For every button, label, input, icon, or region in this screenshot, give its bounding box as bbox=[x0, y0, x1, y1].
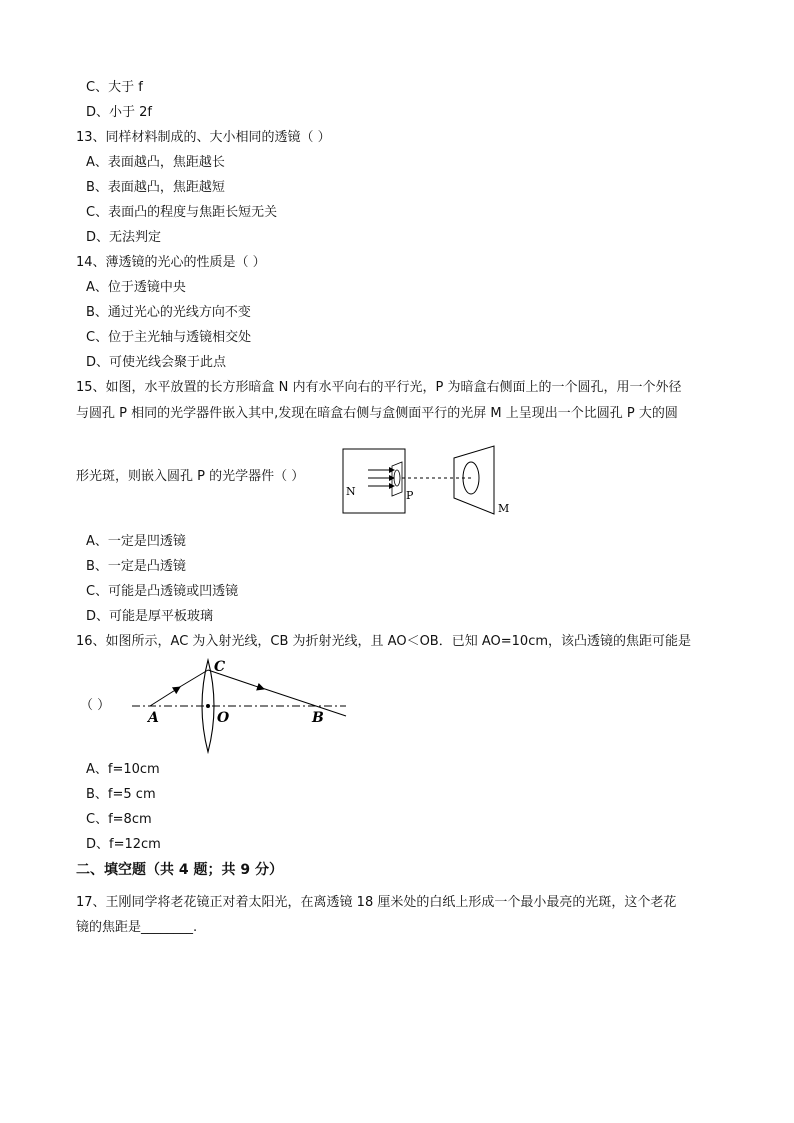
q16-option-c: C、f=8cm bbox=[86, 812, 152, 827]
box-side-plate bbox=[392, 462, 402, 496]
q14-option-d: D、可使光线会聚于此点 bbox=[86, 355, 227, 370]
q16-figure bbox=[128, 656, 348, 756]
q16-option-d: D、f=12cm bbox=[86, 837, 161, 852]
q13-option-d: D、无法判定 bbox=[86, 230, 162, 245]
q15-option-a: A、一定是凹透镜 bbox=[86, 534, 186, 549]
q15-option-c: C、可能是凸透镜或凹透镜 bbox=[86, 584, 239, 599]
q13-stem: 13、同样材料制成的、大小相同的透镜（ ） bbox=[76, 130, 331, 145]
hole-p bbox=[394, 470, 400, 486]
label-p: P bbox=[406, 489, 414, 502]
q12-option-c: C、大于 f bbox=[86, 80, 143, 95]
section-heading: 二、填空题（共 4 题；共 9 分） bbox=[76, 862, 283, 878]
dark-box-n bbox=[343, 449, 405, 513]
optical-center-dot bbox=[206, 704, 210, 708]
q13-option-a: A、表面越凸，焦距越长 bbox=[86, 155, 225, 170]
q15-option-d: D、可能是厚平板玻璃 bbox=[86, 609, 214, 624]
q16-answer-paren: （ ） bbox=[80, 698, 111, 713]
q17-line2: 镜的焦距是________. bbox=[76, 920, 198, 935]
q17-line1: 17、王刚同学将老花镜正对着太阳光，在离透镜 18 厘米处的白纸上形成一个最小最亮的光斑，这个老花 bbox=[76, 895, 677, 910]
q13-option-c: C、表面凸的程度与焦距长短无关 bbox=[86, 205, 278, 220]
q15-figure bbox=[338, 444, 518, 520]
screen-m bbox=[454, 446, 494, 514]
label-n: N bbox=[346, 485, 356, 498]
q14-option-b: B、通过光心的光线方向不变 bbox=[86, 305, 251, 320]
q15-option-b: B、一定是凸透镜 bbox=[86, 559, 186, 574]
incident-ray-ac bbox=[150, 687, 180, 706]
q12-option-d: D、小于 2f bbox=[86, 105, 152, 120]
label-b: B bbox=[312, 710, 324, 726]
refracted-ray-cb bbox=[262, 688, 346, 716]
q15-stem-line1: 15、如图，水平放置的长方形暗盒 N 内有水平向右的平行光，P 为暗盒右侧面上的一个圆孔，用一个外径 bbox=[76, 380, 682, 395]
label-c: C bbox=[214, 659, 226, 675]
label-a: A bbox=[148, 710, 159, 726]
q16-stem: 16、如图所示，AC 为入射光线，CB 为折射光线，且 AO＜OB．已知 AO=10cm，该凸透镜的焦距可能是 bbox=[76, 634, 691, 649]
q16-option-a: A、f=10cm bbox=[86, 762, 160, 777]
label-o: O bbox=[217, 710, 230, 726]
q15-stem-line2: 与圆孔 P 相同的光学器件嵌入其中,发现在暗盒右侧与盒侧面平行的光屏 M 上呈现出一个比圆孔 P 大的圆 bbox=[76, 406, 678, 421]
q14-option-a: A、位于透镜中央 bbox=[86, 280, 186, 295]
q14-stem: 14、薄透镜的光心的性质是（ ） bbox=[76, 255, 266, 270]
q13-option-b: B、表面越凸，焦距越短 bbox=[86, 180, 225, 195]
label-m: M bbox=[498, 502, 510, 515]
q15-stem-line3: 形光斑，则嵌入圆孔 P 的光学器件（ ） bbox=[76, 469, 305, 484]
q14-option-c: C、位于主光轴与透镜相交处 bbox=[86, 330, 252, 345]
q16-option-b: B、f=5 cm bbox=[86, 787, 156, 802]
